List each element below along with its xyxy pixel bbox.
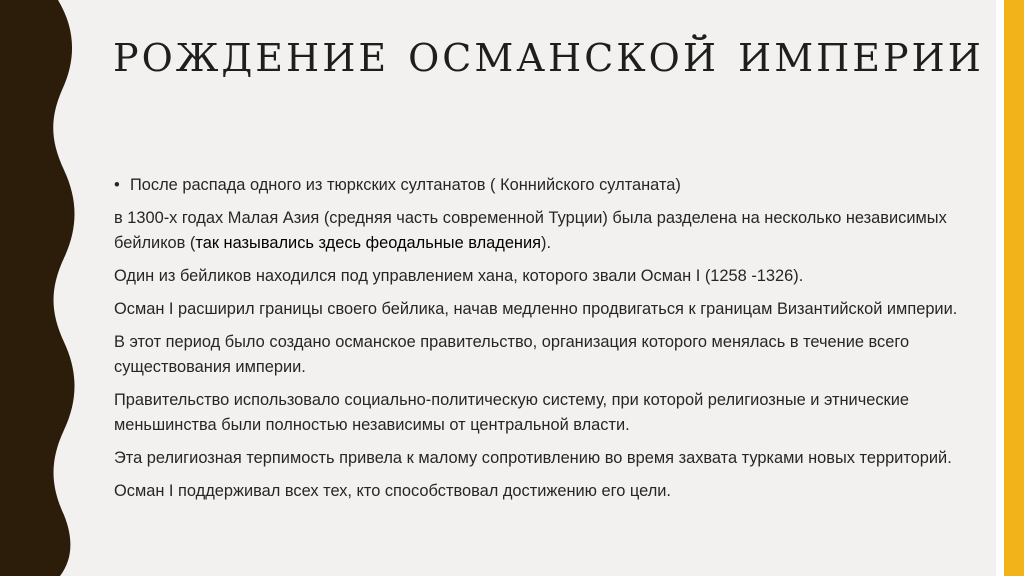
paragraph-1-part-a: в 1300-х годах Малая Азия (средняя часть современной Турции) была разделена на несколько независимых бейликов ( xyxy=(114,209,947,252)
slide-content xyxy=(114,173,974,512)
wavy-band-shape xyxy=(0,0,75,576)
bullet-item xyxy=(114,173,974,198)
paragraph-6: Эта религиозная терпимость привела к малому сопротивлению во время захвата турками новых территорий. xyxy=(114,449,952,467)
paragraph-1-highlight: так назывались здесь феодальные владения xyxy=(195,234,542,252)
slide-title: РОЖДЕНИЕ ОСМАНСКОЙ ИМПЕРИИ xyxy=(113,36,984,80)
right-white-stripe xyxy=(996,0,1004,576)
paragraph-2: Один из бейликов находился под управлением хана, которого звали Осман I (1258 -1326). xyxy=(114,267,804,285)
paragraph-4: В этот период было создано османское правительство, организация которого менялась в течение всего существования империи. xyxy=(114,333,910,376)
bullet-text: После распада одного из тюркских султанатов ( Коннийского султаната) xyxy=(130,176,681,194)
paragraph-1 xyxy=(114,206,974,256)
paragraph-7: Осман I поддерживал всех тех, кто способствовал достижению его цели. xyxy=(114,482,671,500)
paragraph-1-part-c: ). xyxy=(541,234,552,252)
paragraph-5: Правительство использовало социально-политическую систему, при которой религиозные и этнические меньшинства были полностью независимы от центральной власти. xyxy=(114,391,909,434)
bullet-marker: • xyxy=(114,176,120,194)
right-gold-stripe xyxy=(1004,0,1024,576)
left-wavy-band xyxy=(0,0,80,576)
paragraph-3: Осман I расширил границы своего бейлика, начав медленно продвигаться к границам Византийской империи. xyxy=(114,300,958,318)
